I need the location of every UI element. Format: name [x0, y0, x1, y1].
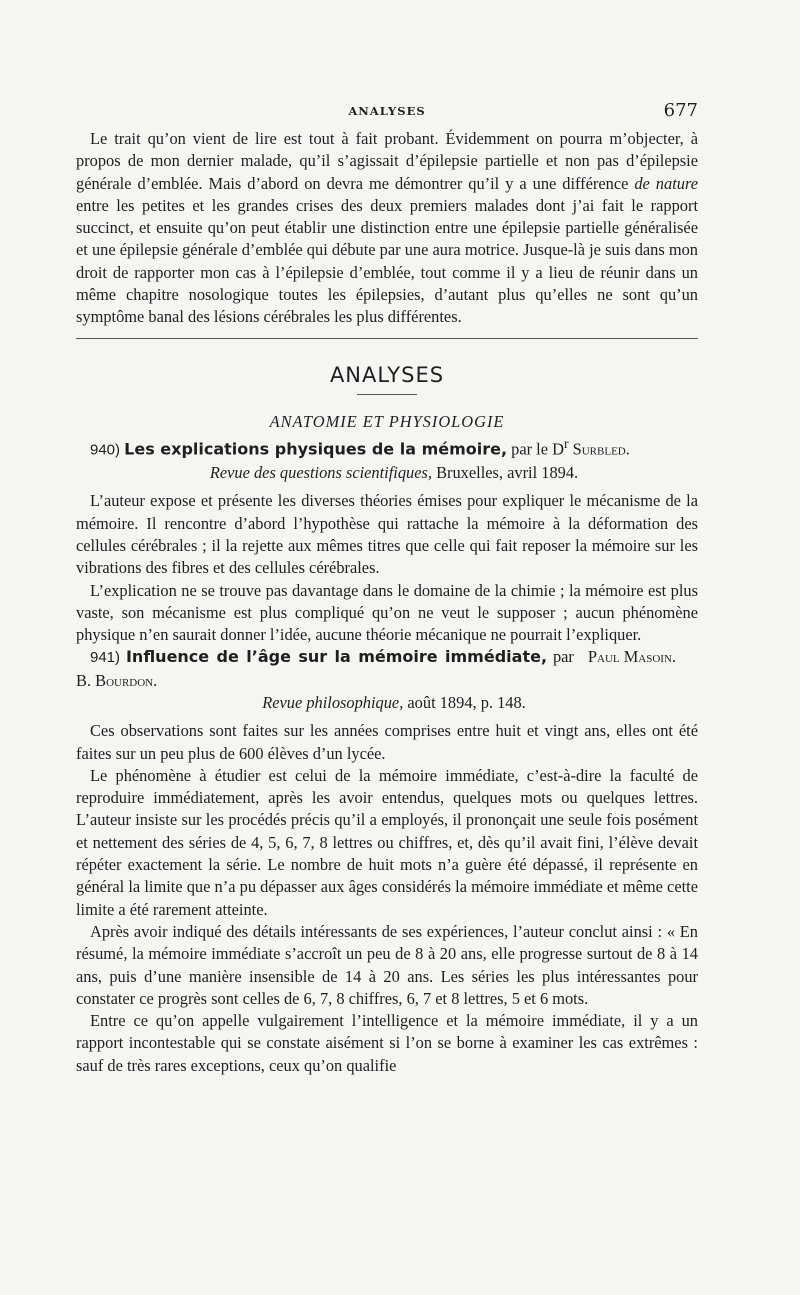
- entry-number: 941): [90, 649, 121, 667]
- source-journal: Revue philosophique,: [262, 693, 404, 712]
- title-underline: [357, 394, 417, 395]
- signature: Paul Masoin.: [587, 647, 676, 667]
- entry-941-paragraph: Ces observations sont faites sur les années comprises entre huit et vingt ans, elles ont été faites sur un peu plus de 600 élèves d’un lycée.: [76, 721, 698, 763]
- page-header: [76, 100, 698, 124]
- entry-byline: par B.: [76, 647, 574, 690]
- entry-title: Les explications physiques de la mémoire,: [124, 439, 508, 459]
- entry-940-source: [76, 462, 698, 484]
- entry-941-paragraph: Après avoir indiqué des détails intéressants de ses expériences, l’auteur conclut ainsi : « En résumé, la mémoire immédiate s’accroît un peu de 8 à 20 ans, elle progresse surtout de 8 à 14 ans, puis d’une manière insensible de 14 à 20 ans. Les séries les plus intéressantes pour constater ce progrès sont celles de 6, 7, 8 chiffres, 6, 7 et 8 lettres, 5 et 6 mots.: [76, 921, 698, 1008]
- intro-text-1: Le trait qu’on vient de lire est tout à fait probant. Évidemment on pourra m’objecter, à propos de mon dernier malade, qu’il s’agissait d’épilepsie partielle et non pas d’épilepsie générale d’emblée. Mais d’abord on devra me démontrer qu’il y a une différence: [76, 129, 698, 193]
- running-title: ANALYSES: [348, 104, 426, 118]
- source-details: Bruxelles, avril 1894.: [432, 463, 579, 483]
- intro-paragraph: [76, 128, 698, 329]
- source-journal: Revue des questions scientifiques,: [209, 463, 432, 483]
- entry-byline: par le D: [507, 439, 564, 459]
- entry-author: Surbled.: [572, 439, 630, 459]
- entry-byline-sup: r: [563, 436, 569, 452]
- entry-number: 940): [90, 441, 121, 459]
- entry-title: Influence de l’âge sur la mémoire immédiate,: [125, 647, 548, 667]
- entry-940-paragraph: L’auteur expose et présente les diverses théories émises pour expliquer le mécanisme de la mémoire. Il rencontre d’abord l’hypothèse qui rattache la mémoire à la déformation des cellules cérébrales ; il la rejette aux mêmes titres que celle qui fait reposer la mémoire sur les vibrations des fibres et des cellules cérébrales.: [76, 491, 698, 578]
- entry-941-paragraph: Le phénomène à étudier est celui de la mémoire immédiate, c’est-à-dire la faculté de reproduire immédiatement, après les avoir entendus, quelques mots ou quelques lettres. L’auteur insiste sur les procédés précis qu’il a employés, il prononçait une seule fois posément et nettement des séries de 4, 5, 6, 7, 8 lettres ou chiffres, et, dès qu’il avait fini, l’élève devait répéter exactement la série. Le nombre de huit mots n’a guère été dépassé, il représente en général la limite que n’a pu dépasser aux âges considérés la mémoire immédiate et même cette limite a été rarement atteinte.: [76, 765, 698, 919]
- page-number: 677: [663, 100, 698, 121]
- separator-rule: [76, 338, 698, 339]
- entry-940-heading: [76, 433, 698, 462]
- page-body: [76, 128, 698, 1077]
- source-details: août 1894, p. 148.: [403, 693, 526, 712]
- section-title: ANALYSES: [329, 362, 445, 387]
- intro-text-2: entre les petites et les grandes crises des deux premiers malades dont j’ai fait le rapport succinct, et ensuite qu’on peut établir une distinction entre une épilepsie partielle généralisée et une épilepsie générale d’emblée qui débute par une aura motrice. Jusque-là je suis dans mon droit de rapporter mon cas à l’épilepsie d’emblée, tout comme il y a lieu de réunir dans un même chapitre nosologique toutes les épilepsies, d’autant plus qu’elles ne sont qu’un symptôme banal des lésions cérébrales les plus différentes.: [76, 195, 698, 327]
- entry-941-paragraph: Entre ce qu’on appelle vulgairement l’intelligence et la mémoire immédiate, il y a un rapport incontestable qui se constate aisément si l’on se borne à examiner les cas extrêmes : sauf de très rares exceptions, ceux qu’on qualifie: [76, 1011, 698, 1075]
- entry-941-source: [76, 692, 698, 714]
- subsection-title: ANATOMIE ET PHYSIOLOGIE: [269, 411, 505, 431]
- paragraph-text: L’explication ne se trouve pas davantage dans le domaine de la chimie ; la mémoire est plus vaste, son mécanisme est plus compliqué qu’on ne veut le supposer ; aucun phénomène physique n’en saurait donner l’idée, aucune théorie mécanique ne pourrait l’expliquer.: [76, 580, 698, 645]
- intro-italic: de nature: [634, 173, 698, 193]
- entry-author: Bourdon.: [95, 670, 158, 690]
